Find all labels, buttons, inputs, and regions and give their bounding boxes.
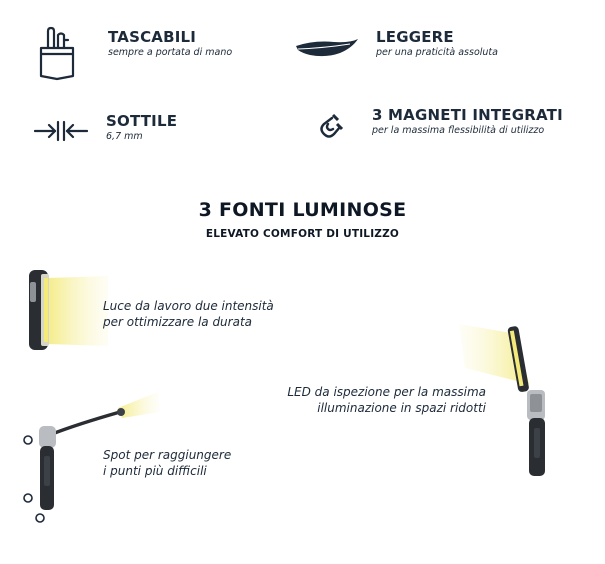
- mode-caption-work-light: [103, 298, 274, 330]
- mode-caption-spot: [103, 447, 231, 479]
- feature-title: 3 MAGNETI INTEGRATI: [372, 106, 563, 124]
- pocket-pens-icon: [34, 26, 80, 82]
- feature-subtitle: per la massima flessibilità di utilizzo: [372, 125, 545, 136]
- feature-title: SOTTILE: [106, 112, 178, 130]
- feature-subtitle: sempre a portata di mano: [108, 47, 233, 58]
- caption-line: i punti più difficili: [103, 464, 207, 478]
- thin-arrows-icon: [34, 120, 88, 142]
- feature-subtitle: 6,7 mm: [106, 131, 143, 142]
- feature-title: TASCABILI: [108, 28, 197, 46]
- caption-line: Spot per raggiungere: [103, 448, 232, 462]
- feature-magneti: [314, 106, 602, 150]
- magnet-icon: [314, 112, 344, 142]
- feather-icon: [294, 38, 360, 60]
- feature-tascabili: [34, 24, 264, 84]
- section-subheading: ELEVATO COMFORT DI UTILIZZO: [205, 228, 400, 240]
- mode-caption-inspection: [270, 384, 486, 416]
- feature-sottile: [34, 110, 264, 150]
- caption-line: LED da ispezione per la massima: [287, 385, 486, 399]
- caption-line: Luce da lavoro due intensità: [103, 299, 274, 313]
- feature-leggere: [294, 24, 554, 84]
- feature-title: LEGGERE: [376, 28, 454, 46]
- caption-line: illuminazione in spazi ridotti: [317, 401, 486, 415]
- section-heading: 3 FONTI LUMINOSE: [198, 199, 407, 221]
- caption-line: per ottimizzare la durata: [103, 315, 253, 329]
- feature-subtitle: per una praticità assoluta: [376, 47, 498, 58]
